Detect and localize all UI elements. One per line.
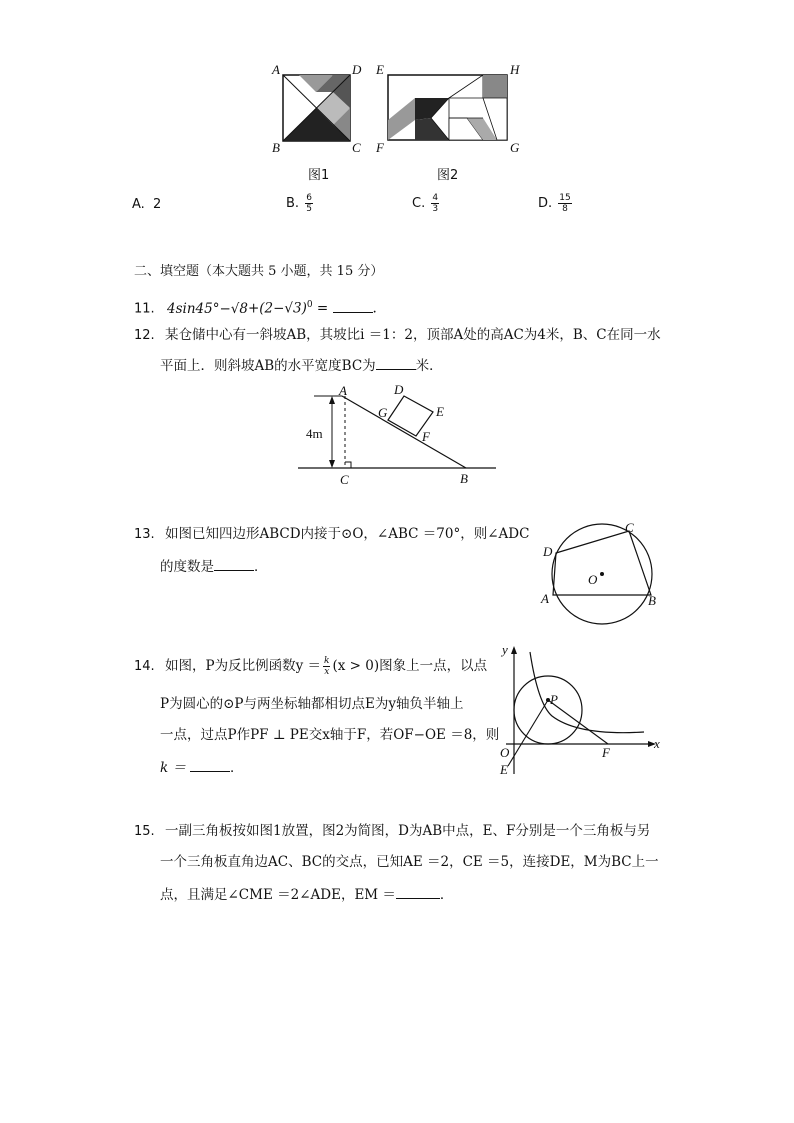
q13-line2-a: 的度数是: [160, 559, 214, 575]
q13-line2-b: ．: [254, 559, 268, 575]
q14-number: 14.: [134, 659, 155, 674]
q12-height-label: 4m: [306, 426, 323, 441]
option-a-letter: A.: [132, 197, 145, 212]
option-b-fraction: $\frac{6}{5}$: [306, 193, 312, 214]
option-b[interactable]: [286, 193, 315, 214]
option-c-fraction: $\frac{4}{3}$: [432, 193, 439, 214]
question-14-line1: [134, 656, 487, 677]
q14-line4-b: ．: [229, 760, 244, 776]
fig2-label-g: G: [510, 140, 520, 155]
fig1-label-c: C: [352, 140, 361, 155]
q11-answer-blank[interactable]: [333, 298, 373, 313]
q12-label-d: D: [394, 382, 404, 397]
question-14-line2: P为圆心的⊙P与两坐标轴都相切点E为y轴负半轴上: [160, 696, 464, 712]
tangram-figure-1: [282, 74, 352, 142]
q14-coordinate-figure: [496, 640, 666, 780]
q13-label-a: A: [541, 591, 549, 606]
option-c[interactable]: [412, 193, 441, 214]
q13-label-d: D: [543, 544, 553, 559]
question-12-line1: [134, 325, 661, 346]
q11-number: 11.: [134, 301, 155, 317]
q15-answer-blank[interactable]: [396, 884, 440, 899]
q12-label-f: F: [422, 429, 430, 444]
question-15-line2: 一个三角板直角边AC、BC的交点，已知AE ＝2，CE ＝5，连接DE，M为BC上一: [160, 854, 659, 870]
option-a[interactable]: [132, 197, 161, 212]
fig1-label-b: B: [272, 140, 280, 155]
q11-end: .: [372, 300, 377, 317]
fig2-caption: 图2: [437, 168, 459, 183]
question-13-line2: [160, 556, 268, 577]
q13-circle-figure: [548, 523, 656, 629]
q12-line1: 某仓储中心有一斜坡AB，其坡比i ＝1：2，顶部A处的高AC为4米，B、C在同一水: [164, 327, 661, 343]
q15-line3-b: ．: [439, 887, 454, 903]
q14-label-o: O: [500, 745, 510, 760]
q15-number: 15.: [134, 824, 155, 839]
q12-label-c: C: [340, 472, 349, 487]
q12-label-a: A: [339, 383, 347, 398]
q12-number: 12.: [134, 328, 155, 343]
q14-label-f: F: [602, 745, 610, 760]
question-15-line1: [134, 821, 650, 842]
option-d[interactable]: [538, 193, 574, 214]
q12-answer-blank[interactable]: [376, 355, 416, 370]
q14-answer-blank[interactable]: [190, 757, 230, 772]
q13-label-c: C: [625, 520, 634, 535]
q14-line4-a: k ＝: [160, 760, 186, 776]
option-d-letter: D.: [538, 196, 553, 211]
q15-line1: 一副三角板按如图1放置，图2为简图，D为AB中点，E、F分别是一个三角板与另: [164, 823, 651, 839]
fig1-label-a: A: [272, 62, 280, 77]
option-c-letter: C.: [412, 196, 426, 211]
fig2-label-h: H: [510, 62, 520, 77]
q13-answer-blank[interactable]: [214, 556, 254, 571]
question-14-line3: 一点，过点P作PF ⊥ PE交x轴于F，若OF−OE ＝8，则: [160, 727, 500, 743]
q12-line2-a: 平面上．则斜坡AB的水平宽度BC为: [160, 358, 376, 374]
question-11: [134, 295, 377, 320]
tangram-figure-2: [387, 74, 509, 142]
fig2-label-f: F: [376, 140, 384, 155]
section-2-heading: 二、填空题（本大题共 5 小题，共 15 分）: [134, 264, 384, 279]
fig2-label-e: E: [376, 62, 384, 77]
fig1-label-d: D: [352, 62, 362, 77]
question-12-line2: [160, 355, 443, 376]
q13-label-o: O: [588, 572, 598, 587]
question-13-line1: [134, 524, 529, 545]
q13-line1: 如图已知四边形ABCD内接于⊙O，∠ABC ＝70°，则∠ADC: [164, 526, 530, 542]
q14-fraction: $\frac{k}{x}$: [324, 656, 330, 677]
option-a-value: 2: [152, 197, 162, 212]
question-14-line4: [160, 757, 243, 778]
q11-expr-c: =: [312, 300, 333, 317]
q15-line3-a: 点，且满足∠CME ＝2∠ADE，EM ＝: [160, 887, 396, 903]
option-d-fraction: $\frac{15}{8}$: [559, 193, 571, 214]
q14-label-y: y: [502, 642, 508, 657]
q14-line1-b: (x > 0)图象上一点，以点: [332, 658, 488, 674]
option-b-letter: B.: [286, 196, 300, 211]
q13-label-b: B: [648, 593, 656, 608]
question-15-line3: [160, 884, 453, 905]
q14-label-e: E: [500, 762, 508, 777]
q13-number: 13.: [134, 527, 155, 542]
q12-label-g: G: [378, 405, 388, 420]
q12-label-e: E: [436, 404, 444, 419]
q11-sup: 0: [306, 300, 313, 310]
q12-line2-b: 米．: [415, 358, 443, 374]
q11-expr-b: +(2−√3): [247, 300, 307, 317]
q14-line1-a: 如图，P为反比例函数y ＝: [164, 658, 321, 674]
q12-label-b: B: [460, 471, 468, 486]
fig1-caption: 图1: [308, 168, 330, 183]
q14-label-p: P: [550, 692, 558, 707]
q14-label-x: x: [654, 736, 660, 751]
q11-expr-a: 4sin45°−√8: [166, 300, 248, 317]
